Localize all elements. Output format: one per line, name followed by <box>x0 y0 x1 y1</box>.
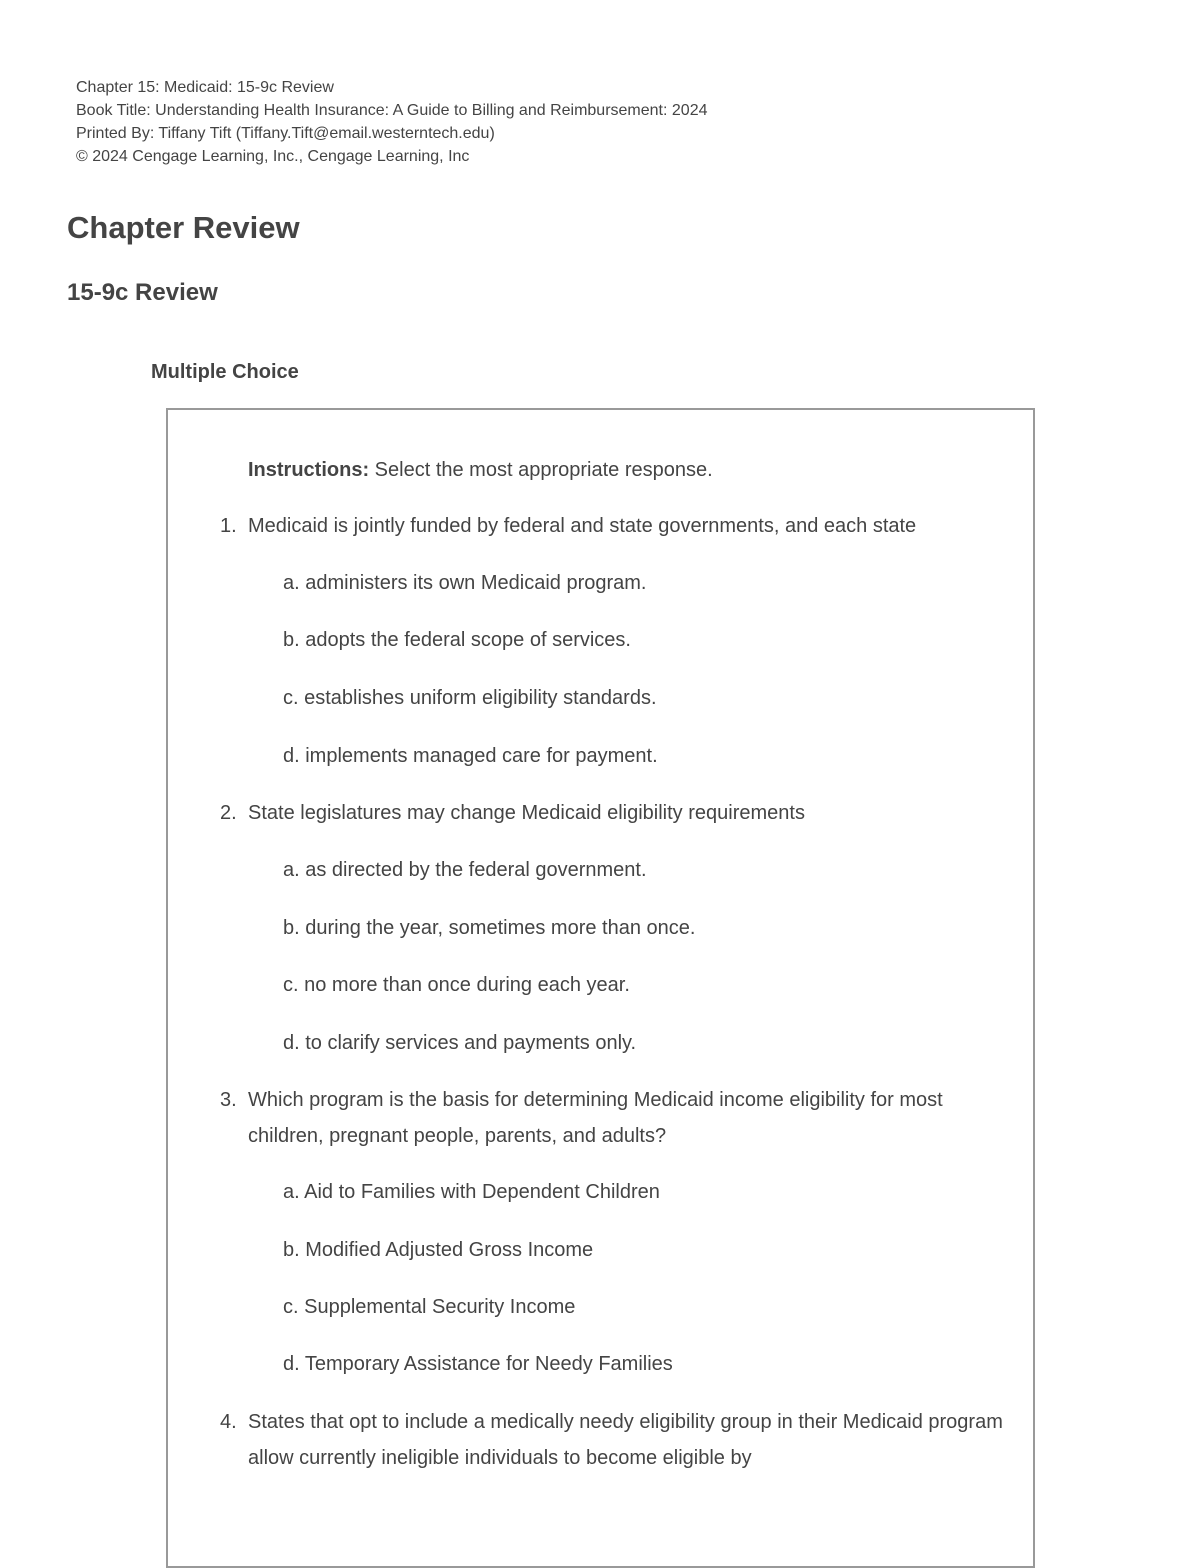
question-number: 4. <box>220 1411 237 1433</box>
instructions <box>248 456 713 484</box>
option-1d[interactable]: d. implements managed care for payment. <box>283 745 658 767</box>
option-3d[interactable]: d. Temporary Assistance for Needy Families <box>283 1353 673 1375</box>
question-text: Which program is the basis for determining Medicaid income eligibility for most children, pregnant people, parents, and adults? <box>248 1089 943 1147</box>
option-2b[interactable]: b. during the year, sometimes more than once. <box>283 917 696 939</box>
option-3c[interactable]: c. Supplemental Security Income <box>283 1296 576 1318</box>
question-1 <box>220 508 1010 544</box>
print-header-chapter: Chapter 15: Medicaid: 15-9c Review <box>76 79 334 96</box>
option-1c[interactable]: c. establishes uniform eligibility standards. <box>283 687 657 709</box>
option-3b[interactable]: b. Modified Adjusted Gross Income <box>283 1239 594 1261</box>
option-3a[interactable]: a. Aid to Families with Dependent Children <box>283 1181 660 1203</box>
option-2d[interactable]: d. to clarify services and payments only. <box>283 1032 637 1054</box>
option-2a[interactable]: a. as directed by the federal government. <box>283 859 647 881</box>
question-4 <box>220 1404 1010 1476</box>
instructions-text: Select the most appropriate response. <box>369 459 713 481</box>
subsection-title: Multiple Choice <box>151 361 299 383</box>
question-number: 2. <box>220 802 237 824</box>
instructions-label: Instructions: <box>248 459 370 481</box>
section-title: 15-9c Review <box>67 279 218 306</box>
print-header-printed-by: Printed By: Tiffany Tift (Tiffany.Tift@email.westerntech.edu) <box>76 125 495 142</box>
option-1a[interactable]: a. administers its own Medicaid program. <box>283 572 647 594</box>
option-1b[interactable]: b. adopts the federal scope of services. <box>283 629 631 651</box>
chapter-title: Chapter Review <box>67 210 300 245</box>
option-2c[interactable]: c. no more than once during each year. <box>283 974 630 996</box>
question-number: 1. <box>220 515 237 537</box>
question-2 <box>220 795 1010 831</box>
question-text: State legislatures may change Medicaid eligibility requirements <box>248 802 805 824</box>
print-header <box>76 76 707 168</box>
question-3 <box>220 1082 1010 1154</box>
question-text: Medicaid is jointly funded by federal and state governments, and each state <box>248 515 917 537</box>
print-header-book-title: Book Title: Understanding Health Insurance: A Guide to Billing and Reimbursement: 2024 <box>76 102 708 119</box>
question-text: States that opt to include a medically needy eligibility group in their Medicaid program allow currently ineligible individuals to become eligible by <box>248 1411 1003 1469</box>
print-header-copyright: © 2024 Cengage Learning, Inc., Cengage Learning, Inc <box>76 148 470 165</box>
question-number: 3. <box>220 1089 237 1111</box>
